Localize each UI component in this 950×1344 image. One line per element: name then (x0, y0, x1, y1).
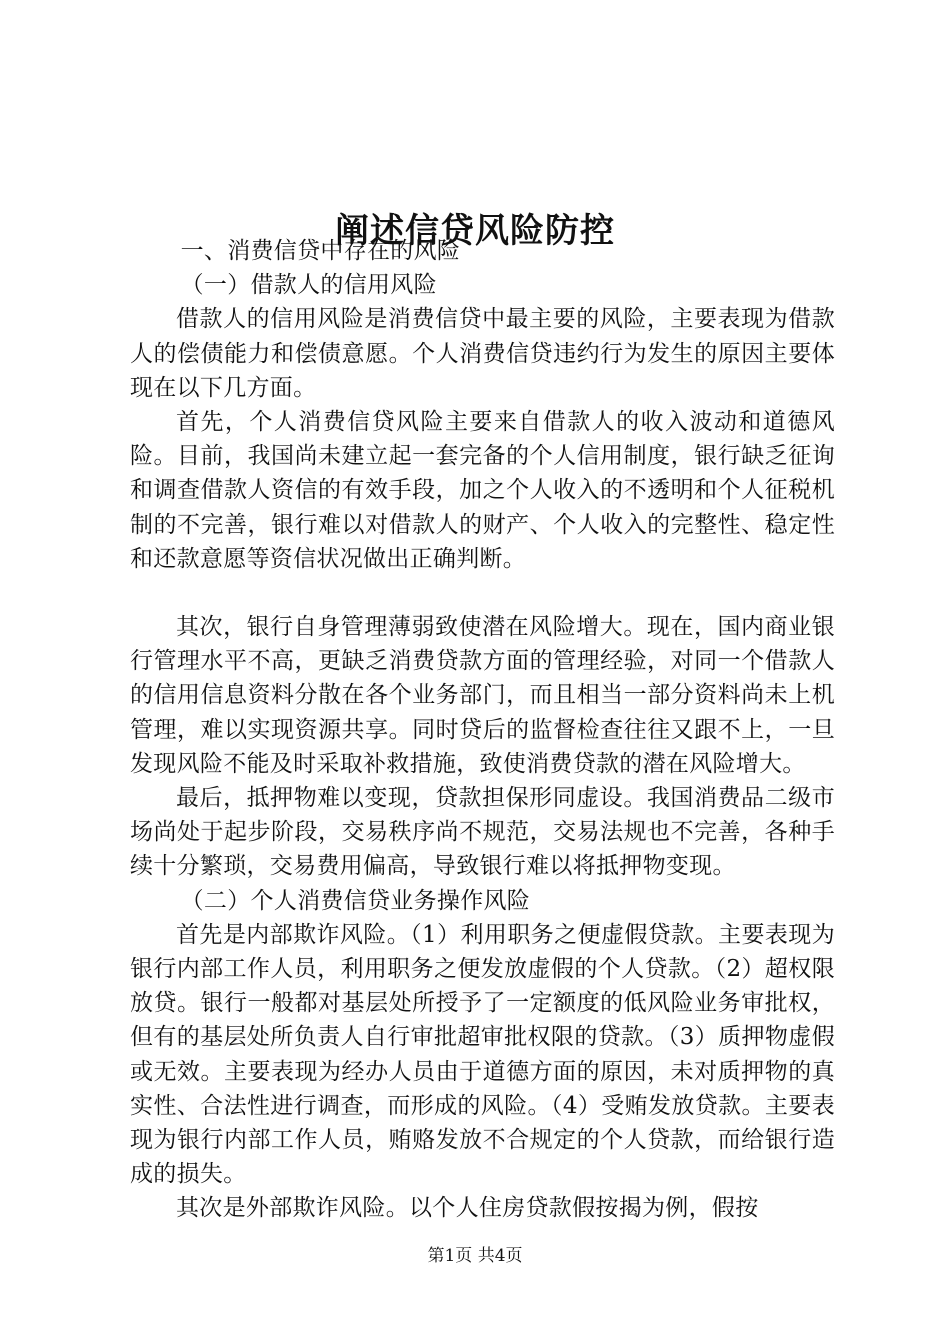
page-footer: 第1页 共4页 (427, 1246, 523, 1266)
document-body (130, 234, 835, 1226)
body-paragraph: 首先是内部欺诈风险。（1）利用职务之便虚假贷款。主要表现为银行内部工作人员，利用职务之便发放虚假的个人贷款。（2）超权限放贷。银行一般都对基层处所授予了一定额度的低风险业务审批权，但有的基层处所负责人自行审批超审批权限的贷款。（3）质押物虚假或无效。主要表现为经办人员由于道德方面的原因，未对质押物的真实性、合法性进行调查，而形成的风险。（4）受贿发放贷款。主要表现为银行内部工作人员，贿赂发放不合规定的个人贷款，而给银行造成的损失。 (130, 921, 835, 1188)
page-title: 阐述信贷风险防控 (335, 210, 615, 251)
section-heading: 一、消费信贷中存在的风险 (180, 238, 461, 264)
body-paragraph: 最后，抵押物难以变现，贷款担保形同虚设。我国消费品二级市场尚处于起步阶段，交易秩序尚不规范，交易法规也不完善，各种手续十分繁琐，交易费用偏高，导致银行难以将抵押物变现。 (130, 785, 835, 880)
subsection-heading: （一）借款人的信用风险 (180, 272, 437, 299)
body-paragraph: 其次，银行自身管理薄弱致使潜在风险增大。现在，国内商业银行管理水平不高，更缺乏消费贷款方面的管理经验，对同一个借款人的信用信息资料分散在各个业务部门，而且相当一部分资料尚未上机管理，难以实现资源共享。同时贷后的监督检查往往又跟不上，一旦发现风险不能及时采取补救措施，致使消费贷款的潜在风险增大。 (130, 614, 835, 777)
subsection-heading: （二）个人消费信贷业务操作风险 (180, 887, 531, 914)
body-paragraph: 借款人的信用风险是消费信贷中最主要的风险，主要表现为借款人的偿债能力和偿债意愿。个人消费信贷违约行为发生的原因主要体现在以下几方面。 (130, 306, 835, 401)
body-paragraph: 其次是外部欺诈风险。以个人住房贷款假按揭为例，假按 (176, 1195, 759, 1222)
body-paragraph: 首先，个人消费信贷风险主要来自借款人的收入波动和道德风险。目前，我国尚未建立起一套完备的个人信用制度，银行缺乏征询和调查借款人资信的有效手段，加之个人收入的不透明和个人征税机制的不完善，银行难以对借款人的财产、个人收入的完整性、稳定性和还款意愿等资信状况做出正确判断。 (130, 409, 835, 572)
